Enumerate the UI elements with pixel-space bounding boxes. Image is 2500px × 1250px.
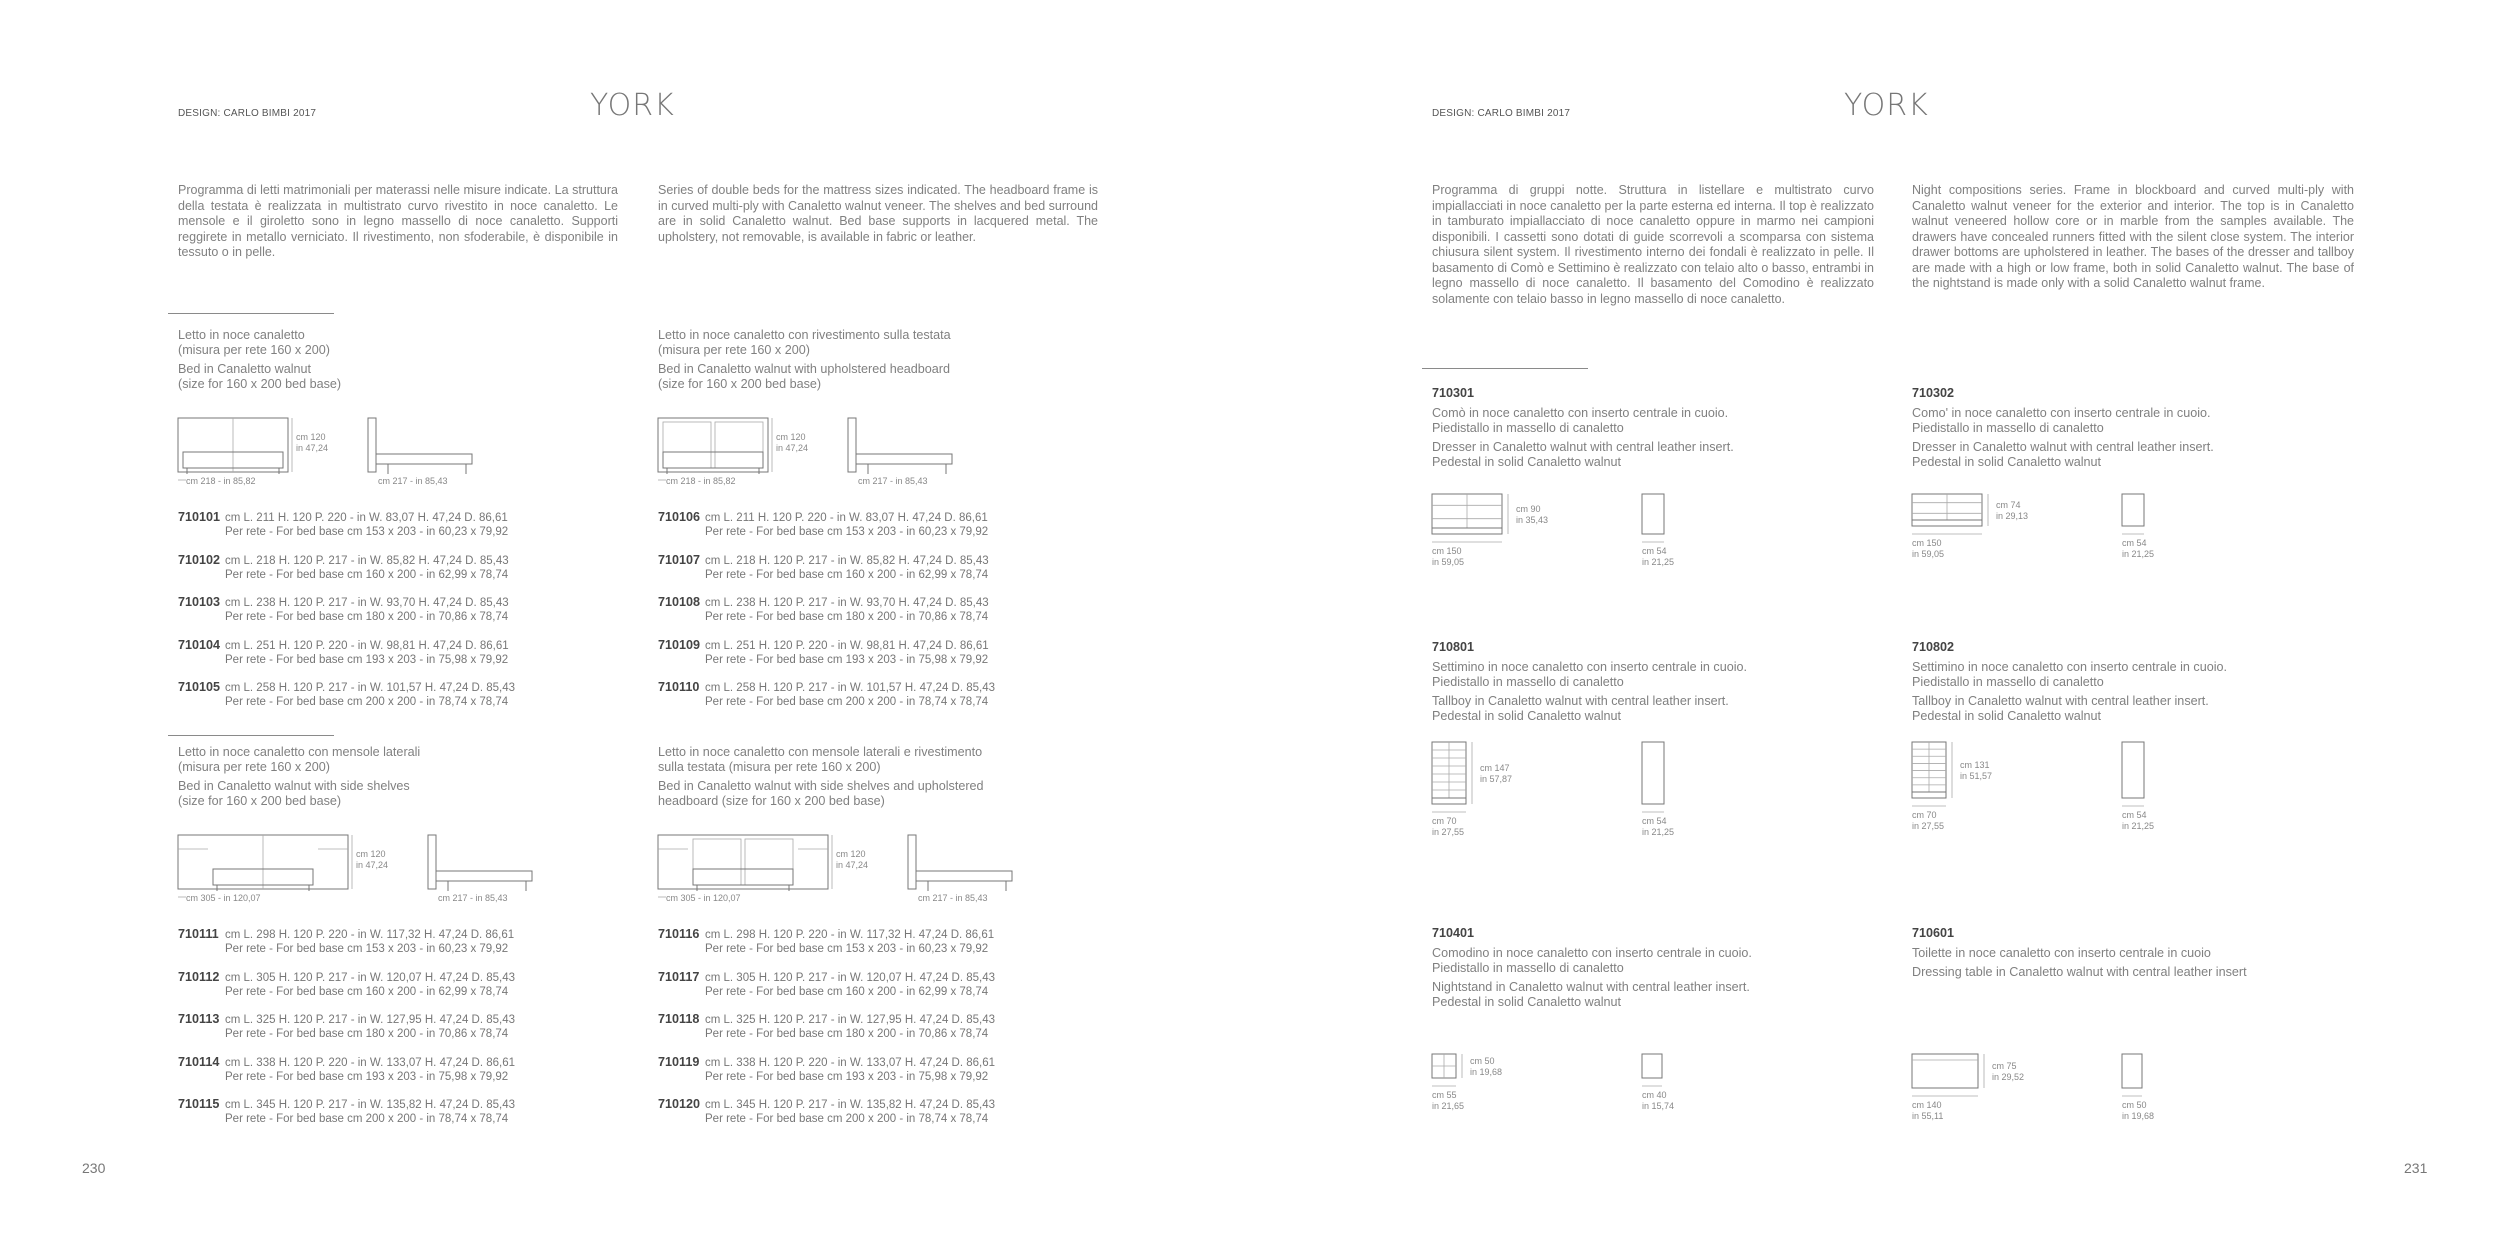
product-code: 710104 xyxy=(178,637,221,652)
section-divider xyxy=(168,313,334,314)
product-code: 710102 xyxy=(178,552,221,567)
description-english: Nightstand in Canaletto walnut with central leather insert. Pedestal in solid Canaletto walnut xyxy=(1432,980,1750,1009)
cushion-right xyxy=(745,839,793,885)
depth-dimension: cm 54 in 21,25 xyxy=(1642,816,1675,837)
bed-title-english: Bed in Canaletto walnut with side shelves (size for 160 x 200 bed base) xyxy=(178,779,410,808)
product-dimensions: cm L. 238 H. 120 P. 217 - in W. 93,70 H. 47,24 D. 85,43 xyxy=(225,597,509,609)
bed-base-size: Per rete - For bed base cm 200 x 200 - in 78,74 x 78,74 xyxy=(705,696,989,708)
bed-base-size: Per rete - For bed base cm 193 x 203 - in 75,98 x 79,92 xyxy=(705,653,989,666)
product-code: 710401 xyxy=(1432,926,1475,940)
product-dimensions: cm L. 258 H. 120 P. 217 - in W. 101,57 H. 47,24 D. 85,43 xyxy=(225,682,516,694)
cushion-left xyxy=(693,839,741,885)
description-english: Dresser in Canaletto walnut with central leather insert. Pedestal in solid Canaletto walnut xyxy=(1912,440,2214,469)
width-dimension-side: cm 217 - in 85,43 xyxy=(438,893,508,903)
product-code: 710116 xyxy=(658,927,700,941)
product-code: 710118 xyxy=(658,1012,700,1026)
headboard-side xyxy=(428,835,436,889)
height-dimension: cm 120 in 47,24 xyxy=(296,432,329,453)
bed-base-size: Per rete - For bed base cm 153 x 203 - in 60,23 x 79,92 xyxy=(225,943,509,955)
headboard-side xyxy=(848,418,856,472)
product-dimensions: cm L. 338 H. 120 P. 220 - in W. 133,07 H. 47,24 D. 86,61 xyxy=(705,1056,996,1069)
bed-base-side xyxy=(856,454,952,464)
bed-base-size: Per rete - For bed base cm 193 x 203 - in 75,98 x 79,92 xyxy=(705,1070,989,1083)
bed-base-front xyxy=(663,452,763,468)
intro-english: Night compositions series. Frame in blockboard and curved multi-ply with Canaletto walnut veneer for the exterior and interior. The top is in Canaletto walnut veneered hollow core or in marble from the samples available. The drawers have concealed runners fitted with the silent close system. The interior drawer bottoms are upholstered in leather. The bases of the dresser and tallboy are made with a high or low frame, both in solid Canaletto walnut. The base of the nightstand is made only with a solid Canaletto walnut frame. xyxy=(1912,183,2354,290)
width-dimension-side: cm 217 - in 85,43 xyxy=(378,476,448,486)
product-code: 710108 xyxy=(658,595,701,609)
height-dimension: cm 74 in 29,13 xyxy=(1996,500,2029,521)
height-dimension: cm 131 in 51,57 xyxy=(1960,760,1993,781)
bed-base-size: Per rete - For bed base cm 180 x 200 - in 70,86 x 78,74 xyxy=(705,1028,989,1040)
product-code: 710302 xyxy=(1912,386,1955,400)
bed-title-italian: Letto in noce canaletto (misura per rete 160 x 200) xyxy=(178,328,330,357)
product-code: 710113 xyxy=(178,1012,220,1026)
depth-dimension: cm 40 in 15,74 xyxy=(1642,1090,1675,1111)
bed-base-front xyxy=(693,869,793,885)
width-dimension-front: cm 218 - in 85,82 xyxy=(666,476,736,486)
product-code: 710801 xyxy=(1432,640,1475,654)
bed-base-size: Per rete - For bed base cm 200 x 200 - in 78,74 x 78,74 xyxy=(705,1113,989,1125)
bed-title-italian: Letto in noce canaletto con rivestimento sulla testata (misura per rete 160 x 200) xyxy=(658,328,951,357)
bed-base-side xyxy=(376,454,472,464)
height-dimension: cm 90 in 35,43 xyxy=(1516,504,1549,525)
cushion-right xyxy=(715,422,763,468)
description-italian: Como' in noce canaletto con inserto centrale in cuoio. Piedistallo in massello di canaletto xyxy=(1912,406,2211,435)
design-credit: DESIGN: CARLO BIMBI 2017 xyxy=(1432,108,1571,119)
height-dimension: cm 75 in 29,52 xyxy=(1992,1061,2025,1082)
description-english: Tallboy in Canaletto walnut with central leather insert. Pedestal in solid Canaletto walnut xyxy=(1432,694,1729,723)
bed-base-size: Per rete - For bed base cm 153 x 203 - in 60,23 x 79,92 xyxy=(705,943,989,955)
description-italian: Settimino in noce canaletto con inserto centrale in cuoio. Piedistallo in massello di canaletto xyxy=(1912,660,2228,689)
depth-dimension: cm 54 in 21,25 xyxy=(1642,546,1675,567)
product-dimensions: cm L. 325 H. 120 P. 217 - in W. 127,95 H. 47,24 D. 85,43 xyxy=(225,1014,516,1026)
product-code: 710114 xyxy=(178,1054,220,1069)
width-dimension: cm 150 in 59,05 xyxy=(1912,538,1945,559)
product-code: 710601 xyxy=(1912,926,1955,940)
width-dimension-front: cm 305 - in 120,07 xyxy=(666,893,741,903)
height-dimension: cm 147 in 57,87 xyxy=(1480,763,1513,784)
bed-base-size: Per rete - For bed base cm 200 x 200 - in 78,74 x 78,74 xyxy=(225,1113,509,1125)
product-code: 710119 xyxy=(658,1054,700,1069)
product-dimensions: cm L. 345 H. 120 P. 217 - in W. 135,82 H. 47,24 D. 85,43 xyxy=(705,1099,996,1111)
width-dimension: cm 70 in 27,55 xyxy=(1432,816,1465,837)
width-dimension-side: cm 217 - in 85,43 xyxy=(918,893,988,903)
bed-base-size: Per rete - For bed base cm 180 x 200 - in 70,86 x 78,74 xyxy=(225,1028,509,1040)
product-dimensions: cm L. 305 H. 120 P. 217 - in W. 120,07 H. 47,24 D. 85,43 xyxy=(225,971,516,984)
side-view xyxy=(1642,494,1664,534)
product-dimensions: cm L. 251 H. 120 P. 220 - in W. 98,81 H. 47,24 D. 86,61 xyxy=(705,639,989,652)
description-english: Tallboy in Canaletto walnut with central leather insert. Pedestal in solid Canaletto walnut xyxy=(1912,694,2209,723)
product-dimensions: cm L. 338 H. 120 P. 220 - in W. 133,07 H. 47,24 D. 86,61 xyxy=(225,1056,516,1069)
description-english: Dressing table in Canaletto walnut with central leather insert xyxy=(1912,965,2247,979)
bed-base-side xyxy=(916,871,1012,881)
width-dimension: cm 150 in 59,05 xyxy=(1432,546,1465,567)
depth-dimension: cm 54 in 21,25 xyxy=(2122,538,2155,559)
section-divider xyxy=(1422,368,1588,369)
bed-base-size: Per rete - For bed base cm 160 x 200 - in 62,99 x 78,74 xyxy=(225,568,509,581)
product-code: 710110 xyxy=(658,680,700,694)
product-code: 710117 xyxy=(658,969,700,984)
product-dimensions: cm L. 258 H. 120 P. 217 - in W. 101,57 H. 47,24 D. 85,43 xyxy=(705,682,996,694)
product-code: 710109 xyxy=(658,637,701,652)
bed-base-size: Per rete - For bed base cm 180 x 200 - in 70,86 x 78,74 xyxy=(705,611,989,623)
width-dimension: cm 70 in 27,55 xyxy=(1912,810,1945,831)
width-dimension-front: cm 218 - in 85,82 xyxy=(186,476,256,486)
product-code: 710107 xyxy=(658,552,701,567)
brand-title: YORK xyxy=(590,88,675,123)
bed-base-size: Per rete - For bed base cm 160 x 200 - in 62,99 x 78,74 xyxy=(705,568,989,581)
product-code: 710115 xyxy=(178,1097,220,1111)
description-italian: Comò in noce canaletto con inserto centrale in cuoio. Piedistallo in massello di canaletto xyxy=(1432,406,1729,435)
product-dimensions: cm L. 218 H. 120 P. 217 - in W. 85,82 H. 47,24 D. 85,43 xyxy=(225,554,509,567)
side-view xyxy=(2122,742,2144,798)
width-dimension-side: cm 217 - in 85,43 xyxy=(858,476,928,486)
product-dimensions: cm L. 218 H. 120 P. 217 - in W. 85,82 H. 47,24 D. 85,43 xyxy=(705,554,989,567)
bed-base-size: Per rete - For bed base cm 153 x 203 - in 60,23 x 79,92 xyxy=(225,526,509,538)
headboard-front xyxy=(658,418,768,472)
product-dimensions: cm L. 238 H. 120 P. 217 - in W. 93,70 H. 47,24 D. 85,43 xyxy=(705,597,989,609)
page-number: 231 xyxy=(2404,1160,2428,1176)
side-view xyxy=(1642,1054,1662,1078)
bed-base-size: Per rete - For bed base cm 160 x 200 - in 62,99 x 78,74 xyxy=(225,985,509,998)
product-code: 710106 xyxy=(658,510,701,524)
front-view xyxy=(1912,1054,1978,1088)
furniture-drawing xyxy=(1432,494,1692,594)
bed-base-size: Per rete - For bed base cm 193 x 203 - in 75,98 x 79,92 xyxy=(225,1070,509,1083)
product-code: 710103 xyxy=(178,595,221,609)
bed-base-size: Per rete - For bed base cm 153 x 203 - in 60,23 x 79,92 xyxy=(705,526,989,538)
width-dimension: cm 140 in 55,11 xyxy=(1912,1100,1944,1121)
product-dimensions: cm L. 298 H. 120 P. 220 - in W. 117,32 H. 47,24 D. 86,61 xyxy=(225,929,515,941)
bed-title-italian: Letto in noce canaletto con mensole laterali e rivestimento sulla testata (misura per rete 160 x 200) xyxy=(658,745,983,774)
description-italian: Comodino in noce canaletto con inserto centrale in cuoio. Piedistallo in massello di canaletto xyxy=(1432,946,1752,975)
product-code: 710105 xyxy=(178,680,221,694)
side-view xyxy=(2122,494,2144,526)
product-code: 710112 xyxy=(178,969,220,984)
height-dimension: cm 120 in 47,24 xyxy=(776,432,809,453)
brand-title: YORK xyxy=(1844,88,1929,123)
product-dimensions: cm L. 345 H. 120 P. 217 - in W. 135,82 H. 47,24 D. 85,43 xyxy=(225,1099,516,1111)
width-dimension: cm 55 in 21,65 xyxy=(1432,1090,1465,1111)
product-code: 710111 xyxy=(178,927,219,941)
bed-base-size: Per rete - For bed base cm 193 x 203 - in 75,98 x 79,92 xyxy=(225,653,509,666)
headboard-side xyxy=(368,418,376,472)
headboard-side xyxy=(908,835,916,889)
side-view xyxy=(2122,1054,2142,1088)
bed-base-size: Per rete - For bed base cm 180 x 200 - in 70,86 x 78,74 xyxy=(225,611,509,623)
intro-english: Series of double beds for the mattress sizes indicated. The headboard frame is in curved multi-ply with Canaletto walnut veneer. The shelves and bed surround are in solid Canaletto walnut. Bed base supports in lacquered metal. The upholstery, not removable, is available in fabric or leather. xyxy=(658,183,1098,244)
bed-title-english: Bed in Canaletto walnut (size for 160 x 200 bed base) xyxy=(178,362,342,391)
intro-italian: Programma di gruppi notte. Struttura in listellare e multistrato curvo impiallacciati in noce canaletto per la parte esterna ed interna. Il top è realizzato in tamburato impiallacciato di noce canaletto oppure in marmo nei campioni disponibili. I cassetti sono dotati di guide scorrevoli a scomparsa con sistema chiusura silent system. Il rivestimento interno dei fondali è realizzato in pelle. Il basamento di Comò e Settimino è realizzato con telaio alto o basso, entrambi in legno massello di noce canaletto. Il basamento del Comodino è realizzato solamente con telaio basso in legno massello di noce canaletto. xyxy=(1432,183,1874,306)
depth-dimension: cm 50 in 19,68 xyxy=(2122,1100,2155,1121)
intro-italian: Programma di letti matrimoniali per materassi nelle misure indicate. La struttura della testata è realizzata in multistrato curvo rivestito in noce canaletto. Le mensole e il giroletto sono in legno massello di noce canaletto. Supporti reggirete in metallo verniciato. Il rivestimento, non sfoderabile, è disponibile in tessuto o in pelle. xyxy=(178,183,618,259)
bed-base-side xyxy=(436,871,532,881)
design-credit: DESIGN: CARLO BIMBI 2017 xyxy=(178,108,317,119)
page-number: 230 xyxy=(82,1160,106,1176)
product-dimensions: cm L. 211 H. 120 P. 220 - in W. 83,07 H. 47,24 D. 86,61 xyxy=(225,512,508,524)
width-dimension-front: cm 305 - in 120,07 xyxy=(186,893,261,903)
product-code: 710301 xyxy=(1432,386,1475,400)
product-dimensions: cm L. 298 H. 120 P. 220 - in W. 117,32 H. 47,24 D. 86,61 xyxy=(705,929,995,941)
depth-dimension: cm 54 in 21,25 xyxy=(2122,810,2155,831)
product-code: 710802 xyxy=(1912,640,1955,654)
height-dimension: cm 120 in 47,24 xyxy=(836,849,869,870)
product-code: 710101 xyxy=(178,510,221,524)
bed-base-size: Per rete - For bed base cm 160 x 200 - in 62,99 x 78,74 xyxy=(705,985,989,998)
product-dimensions: cm L. 211 H. 120 P. 220 - in W. 83,07 H. 47,24 D. 86,61 xyxy=(705,512,988,524)
height-dimension: cm 50 in 19,68 xyxy=(1470,1056,1503,1077)
description-english: Dresser in Canaletto walnut with central leather insert. Pedestal in solid Canaletto walnut xyxy=(1432,440,1734,469)
side-view xyxy=(1642,742,1664,804)
cushion-left xyxy=(663,422,711,468)
headboard-front xyxy=(658,835,828,889)
product-dimensions: cm L. 325 H. 120 P. 217 - in W. 127,95 H. 47,24 D. 85,43 xyxy=(705,1014,996,1026)
bed-title-english: Bed in Canaletto walnut with side shelves and upholstered headboard (size for 160 x 200 bed base) xyxy=(658,779,984,808)
section-divider xyxy=(168,735,334,736)
product-dimensions: cm L. 305 H. 120 P. 217 - in W. 120,07 H. 47,24 D. 85,43 xyxy=(705,971,996,984)
product-dimensions: cm L. 251 H. 120 P. 220 - in W. 98,81 H. 47,24 D. 86,61 xyxy=(225,639,509,652)
description-italian: Toilette in noce canaletto con inserto centrale in cuoio xyxy=(1912,946,2211,960)
bed-base-size: Per rete - For bed base cm 200 x 200 - in 78,74 x 78,74 xyxy=(225,696,509,708)
height-dimension: cm 120 in 47,24 xyxy=(356,849,389,870)
bed-title-english: Bed in Canaletto walnut with upholstered headboard (size for 160 x 200 bed base) xyxy=(658,362,950,391)
product-code: 710120 xyxy=(658,1097,701,1111)
bed-title-italian: Letto in noce canaletto con mensole laterali (misura per rete 160 x 200) xyxy=(178,745,421,774)
description-italian: Settimino in noce canaletto con inserto centrale in cuoio. Piedistallo in massello di canaletto xyxy=(1432,660,1748,689)
